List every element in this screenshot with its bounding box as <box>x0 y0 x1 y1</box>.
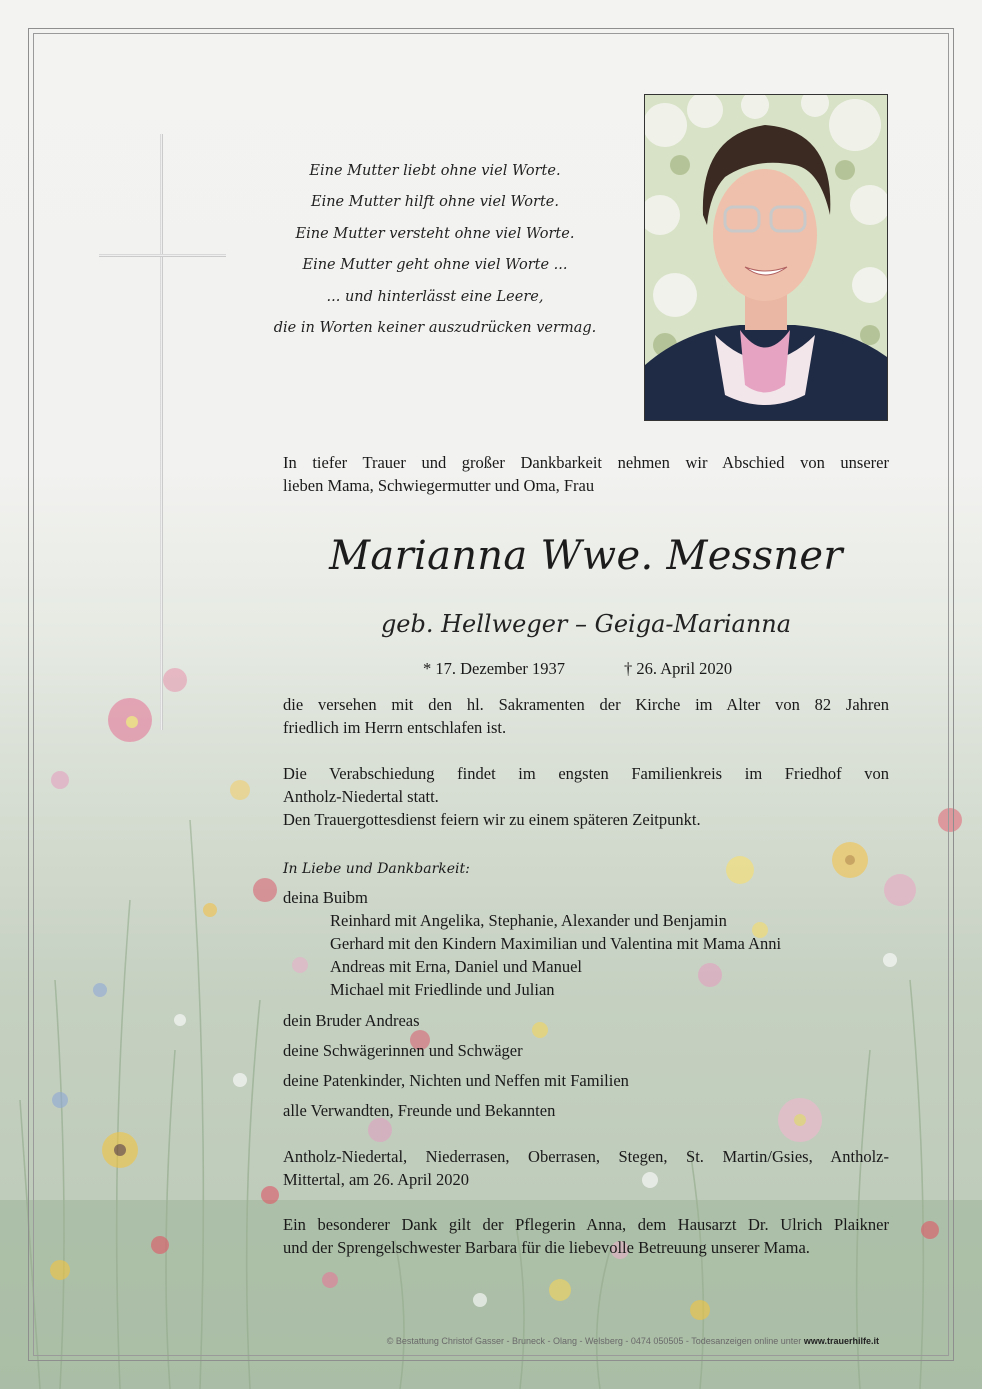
relative-line: deine Schwägerinnen und Schwäger <box>283 1041 523 1060</box>
sacrament-paragraph <box>283 693 889 739</box>
child-line: Andreas mit Erna, Daniel und Manuel <box>330 957 583 976</box>
paragraph-line: friedlich im Herrn entschlafen ist. <box>283 718 507 737</box>
intro-line: lieben Mama, Schwiegermutter und Oma, Frau <box>283 476 595 495</box>
thanks-line: und der Sprengelschwester Barbara für die liebevolle Betreuung unserer Mama. <box>283 1238 810 1257</box>
intro-line: In tiefer Trauer und großer Dankbarkeit nehmen wir Abschied von unserer <box>283 453 889 472</box>
child-line: Gerhard mit den Kindern Maximilian und Valentina mit Mama Anni <box>330 934 782 953</box>
deceased-name: Marianna Wwe. Messner <box>329 533 843 579</box>
relative-line: alle Verwandten, Freunde und Bekannten <box>283 1101 556 1120</box>
poem-line: Eine Mutter geht ohne viel Worte ... <box>302 257 568 274</box>
places-line: Antholz-Niedertal, Niederrasen, Oberrasen, Stegen, St. Martin/Gsies, Antholz- <box>283 1147 889 1166</box>
poem-line: die in Worten keiner auszudrücken vermag. <box>273 320 597 337</box>
poem-line: Eine Mutter versteht ohne viel Worte. <box>295 225 575 242</box>
farewell-paragraph <box>283 762 889 831</box>
child-line: Michael mit Friedlinde und Julian <box>330 980 555 999</box>
paragraph-line: Antholz-Niedertal statt. <box>283 787 439 806</box>
relative-line: dein Bruder Andreas <box>283 1011 420 1030</box>
footer-credit <box>283 1336 879 1346</box>
death-date: † 26. April 2020 <box>624 659 733 678</box>
poem-line: Eine Mutter liebt ohne viel Worte. <box>309 163 561 179</box>
paragraph-line: Die Verabschiedung findet im engsten Familienkreis im Friedhof von <box>283 764 889 783</box>
cross-icon-vertical <box>160 134 163 730</box>
places-paragraph <box>283 1145 889 1191</box>
poem-line: ... und hinterlässt eine Leere, <box>326 288 544 305</box>
footer-link[interactable]: www.trauerhilfe.it <box>803 1336 879 1346</box>
paragraph-line: Den Trauergottesdienst feiern wir zu einem späteren Zeitpunkt. <box>283 810 701 829</box>
intro-paragraph <box>283 451 889 497</box>
poem <box>270 156 600 344</box>
love-heading: In Liebe und Dankbarkeit: <box>283 861 470 877</box>
footer-text: © Bestattung Christof Gasser - Bruneck - Olang - Welsberg - 0474 050505 - Todesanzeigen online unter <box>386 1336 802 1346</box>
places-line: Mittertal, am 26. April 2020 <box>283 1170 470 1189</box>
child-line: Reinhard mit Angelika, Stephanie, Alexander und Benjamin <box>330 911 727 930</box>
thanks-line: Ein besonderer Dank gilt der Pflegerin Anna, dem Hausarzt Dr. Ulrich Plaikner <box>283 1215 889 1234</box>
sons-heading: deina Buibm <box>283 888 368 907</box>
paragraph-line: die versehen mit den hl. Sakramenten der Kirche im Alter von 82 Jahren <box>283 695 889 714</box>
family-list <box>283 886 889 1001</box>
thanks-paragraph <box>283 1213 889 1259</box>
poem-line: Eine Mutter hilft ohne viel Worte. <box>311 194 559 211</box>
relative-line: deine Patenkinder, Nichten und Neffen mit Familien <box>283 1071 629 1090</box>
cross-icon-horizontal <box>99 254 226 257</box>
birth-date: * 17. Dezember 1937 <box>423 659 566 678</box>
birth-name: geb. Hellweger – Geiga-Marianna <box>380 610 792 638</box>
portrait-photo <box>644 94 888 421</box>
